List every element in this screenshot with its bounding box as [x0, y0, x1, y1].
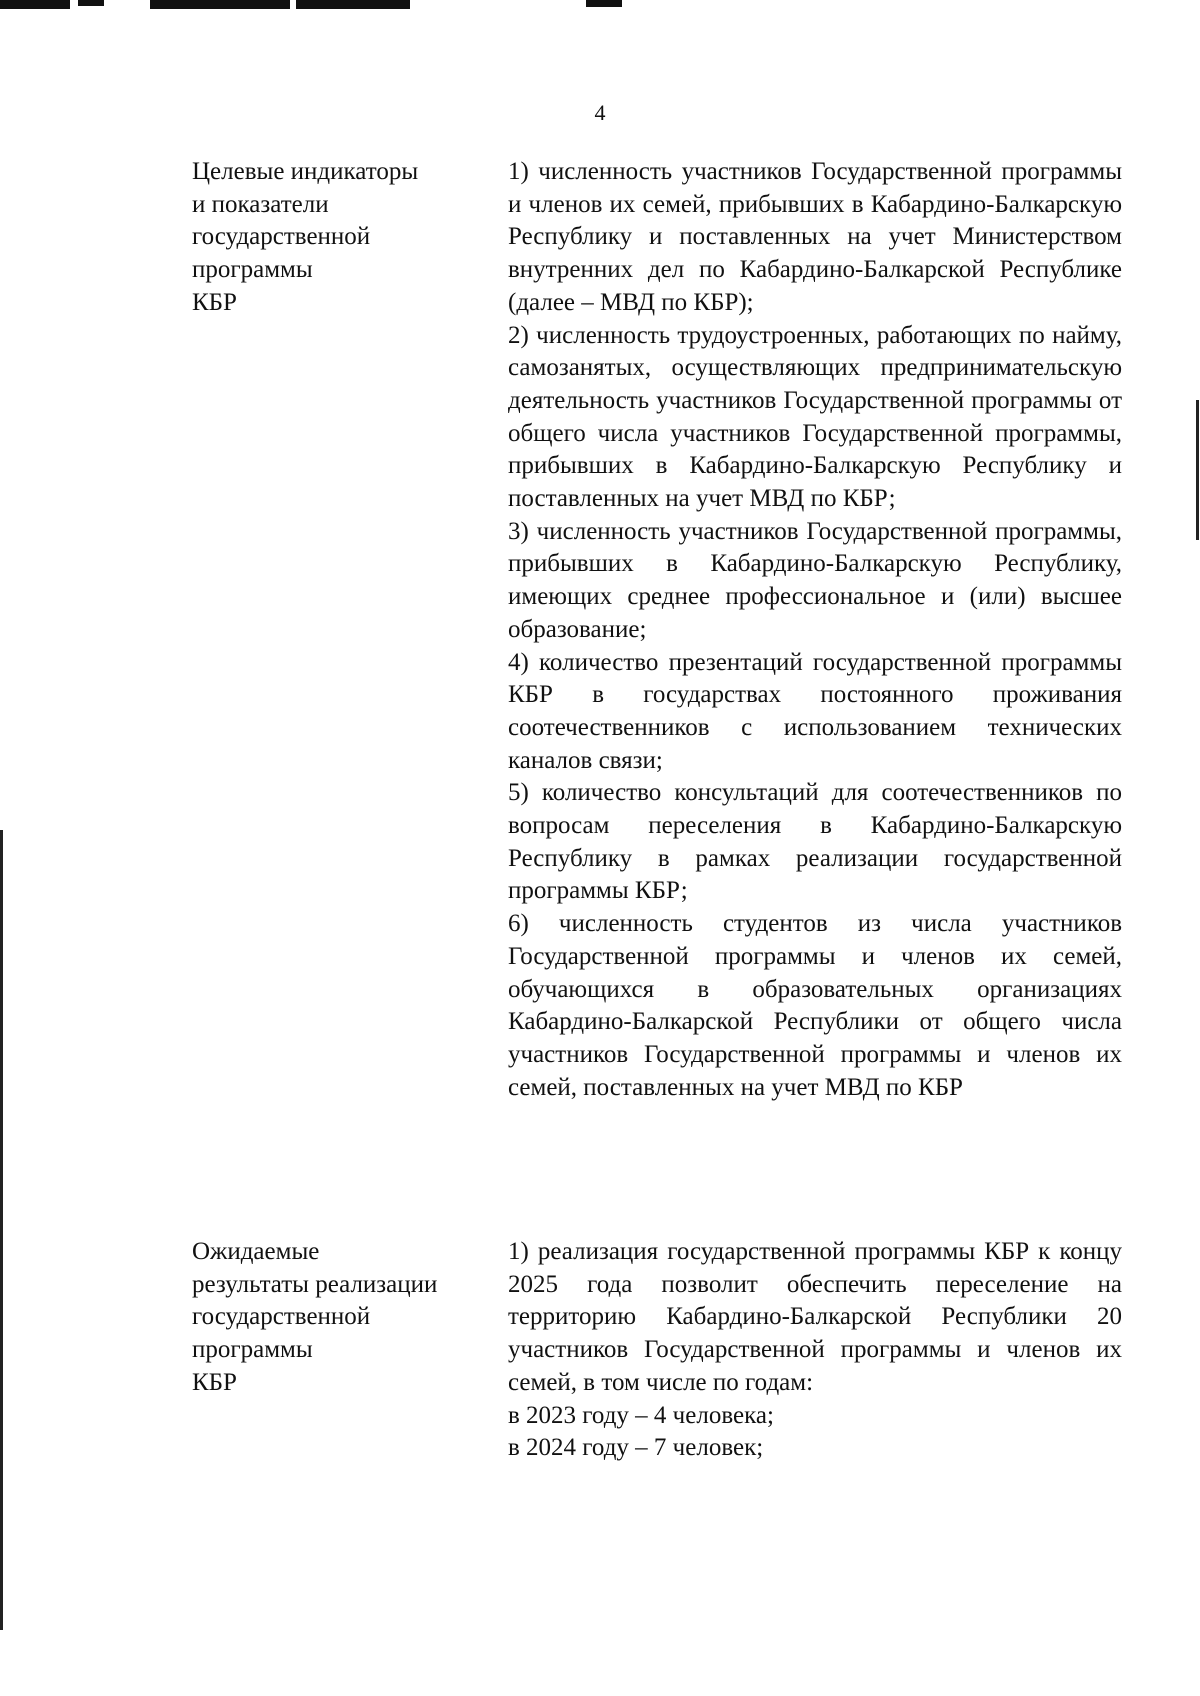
indicator-item-6: 6) численность студентов из числа участников Государственной программы и членов их семей, обучающихся в образовательных организациях Кабардино-Балкарской Республики от общего числа участников Государственной программы и членов их семей, поставленных на учет МВД по КБР [508, 910, 1122, 1101]
result-item-1: 1) реализация государственной программы КБР к концу 2025 года позволит обеспечить переселение на территорию Кабардино-Балкарской Республики 20 участников Государственной программы и членов их семей, в том числе по годам: [508, 1238, 1122, 1396]
label-line: государственной [192, 1303, 371, 1331]
indicator-item-2: 2) численность трудоустроенных, работающих по найму, самозанятых, осуществляющих предпринимательскую деятельность участников Государственной программы от общего числа участников Государственной программы, прибывших в Кабардино-Балкарскую Республику и поставленных на учет МВД по КБР; [508, 321, 1122, 513]
indicator-item-4: 4) количество презентаций государственной программы КБР в государствах постоянного проживания соотечественников с использованием технических каналов связи; [508, 648, 1122, 774]
scan-edge-left [0, 830, 3, 1630]
scan-edge-right [1196, 400, 1199, 540]
indicator-item-1: 1) численность участников Государственной программы и членов их семей, прибывших в Кабардино-Балкарскую Республику и поставленных на учет Министерством внутренних дел по Кабардино-Балкарской Республике (далее – МВД по КБР); [508, 158, 1122, 316]
page-number: 4 [594, 100, 606, 125]
label-line: КБР [192, 1368, 237, 1396]
label-line: программы [192, 1336, 313, 1364]
label-line: результаты реализации [192, 1270, 438, 1298]
label-line: КБР [192, 288, 237, 316]
label-line: государственной [192, 223, 371, 251]
section-label-expected-results [192, 1236, 492, 1400]
result-item-3: в 2024 году – 7 человек; [508, 1434, 764, 1462]
label-line: Целевые индикаторы [192, 158, 419, 185]
indicator-item-3: 3) численность участников Государственной программы, прибывших в Кабардино-Балкарскую Республику, имеющих среднее профессиональное и (или) высшее образование; [508, 517, 1122, 643]
label-line: программы [192, 256, 313, 284]
label-line: и показатели [192, 190, 329, 218]
section-content-indicators [508, 156, 1122, 1104]
section-content-expected-results [508, 1236, 1122, 1465]
result-item-2: в 2023 году – 4 человека; [508, 1401, 774, 1429]
label-line: Ожидаемые [192, 1238, 320, 1265]
scan-artifacts [0, 0, 1200, 14]
section-label-indicators [192, 156, 492, 320]
indicator-item-5: 5) количество консультаций для соотечественников по вопросам переселения в Кабардино-Балкарскую Республику в рамках реализации государственной программы КБР; [508, 779, 1122, 905]
